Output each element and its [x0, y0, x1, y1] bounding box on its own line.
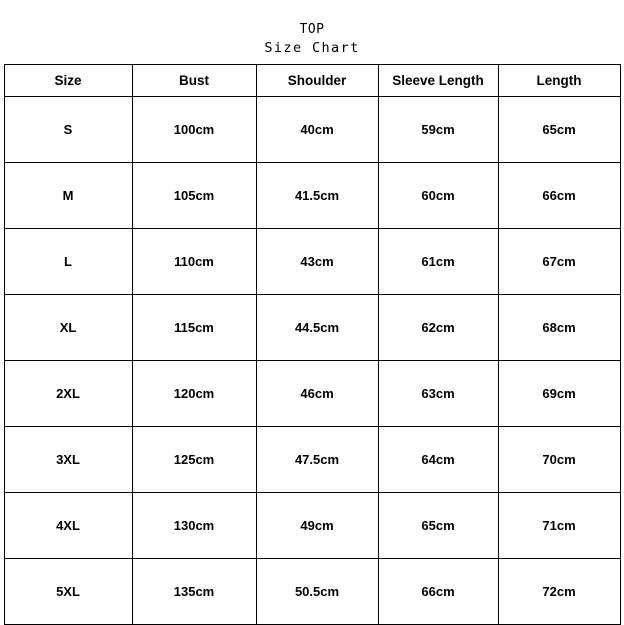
cell-sleeve-length: 62cm	[378, 295, 498, 361]
column-header-bust: Bust	[132, 65, 256, 97]
cell-size: M	[4, 163, 132, 229]
table-row	[4, 427, 620, 493]
cell-shoulder: 50.5cm	[256, 559, 378, 625]
cell-size: XL	[4, 295, 132, 361]
cell-sleeve-length: 64cm	[378, 427, 498, 493]
table-header	[4, 65, 620, 97]
cell-shoulder: 47.5cm	[256, 427, 378, 493]
cell-bust: 115cm	[132, 295, 256, 361]
cell-bust: 120cm	[132, 361, 256, 427]
table-row	[4, 163, 620, 229]
column-header-length: Length	[498, 65, 620, 97]
cell-shoulder: 44.5cm	[256, 295, 378, 361]
column-header-size: Size	[4, 65, 132, 97]
cell-sleeve-length: 59cm	[378, 97, 498, 163]
chart-headings	[0, 0, 624, 57]
table-row	[4, 295, 620, 361]
cell-bust: 135cm	[132, 559, 256, 625]
cell-bust: 125cm	[132, 427, 256, 493]
table-row	[4, 559, 620, 625]
table-row	[4, 97, 620, 163]
cell-shoulder: 43cm	[256, 229, 378, 295]
cell-length: 65cm	[498, 97, 620, 163]
cell-size: 3XL	[4, 427, 132, 493]
cell-length: 69cm	[498, 361, 620, 427]
column-header-sleeve-length: Sleeve Length	[378, 65, 498, 97]
size-chart-table	[4, 64, 621, 625]
cell-sleeve-length: 63cm	[378, 361, 498, 427]
table-row	[4, 493, 620, 559]
cell-size: S	[4, 97, 132, 163]
cell-shoulder: 49cm	[256, 493, 378, 559]
cell-sleeve-length: 60cm	[378, 163, 498, 229]
cell-size: 2XL	[4, 361, 132, 427]
page-subtitle: Size Chart	[264, 40, 360, 56]
cell-length: 68cm	[498, 295, 620, 361]
cell-shoulder: 40cm	[256, 97, 378, 163]
cell-length: 71cm	[498, 493, 620, 559]
cell-size: L	[4, 229, 132, 295]
cell-bust: 110cm	[132, 229, 256, 295]
page-title: TOP	[299, 22, 325, 37]
cell-shoulder: 46cm	[256, 361, 378, 427]
table-body	[4, 97, 620, 625]
cell-bust: 130cm	[132, 493, 256, 559]
cell-length: 67cm	[498, 229, 620, 295]
cell-length: 72cm	[498, 559, 620, 625]
cell-sleeve-length: 66cm	[378, 559, 498, 625]
cell-bust: 105cm	[132, 163, 256, 229]
cell-length: 66cm	[498, 163, 620, 229]
table-row	[4, 229, 620, 295]
cell-length: 70cm	[498, 427, 620, 493]
cell-sleeve-length: 61cm	[378, 229, 498, 295]
cell-size: 4XL	[4, 493, 132, 559]
cell-sleeve-length: 65cm	[378, 493, 498, 559]
cell-size: 5XL	[4, 559, 132, 625]
cell-shoulder: 41.5cm	[256, 163, 378, 229]
cell-bust: 100cm	[132, 97, 256, 163]
table-row	[4, 361, 620, 427]
table-header-row	[4, 65, 620, 97]
column-header-shoulder: Shoulder	[256, 65, 378, 97]
